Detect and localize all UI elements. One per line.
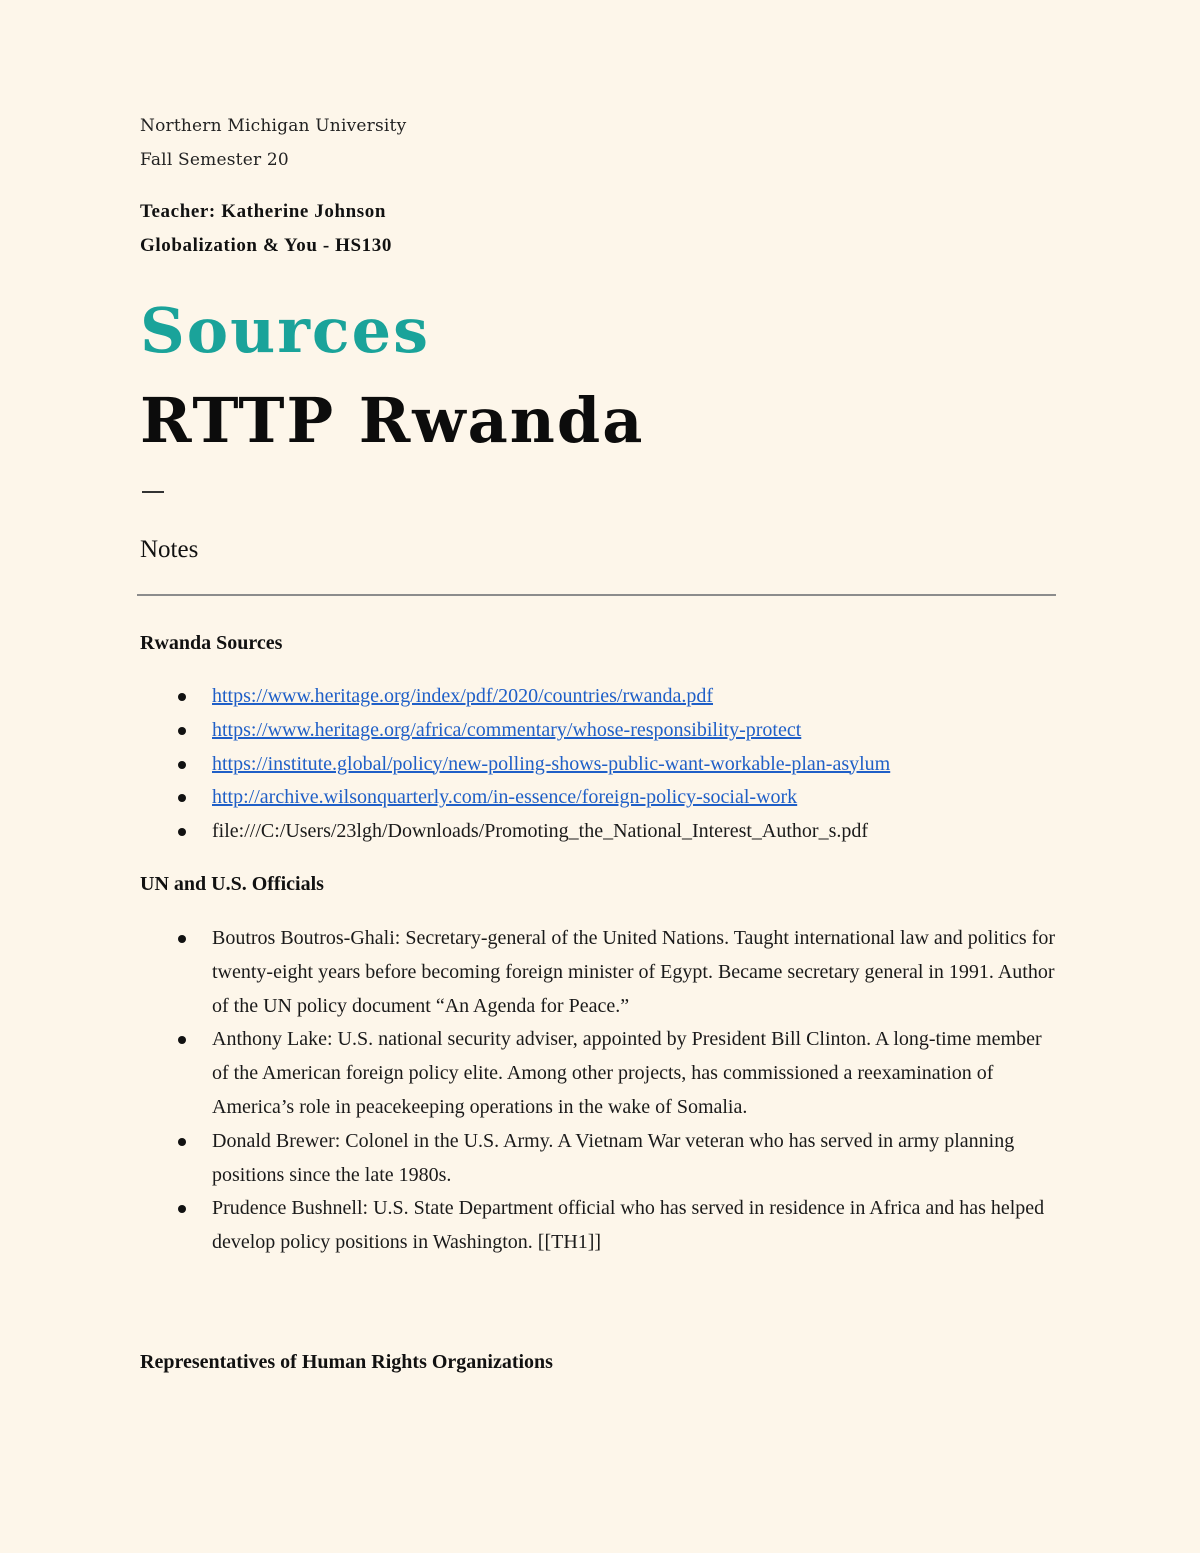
human-rights-heading: Representatives of Human Rights Organizations xyxy=(140,1351,553,1373)
official-donald-brewer: Donald Brewer: Colonel in the U.S. Army. A Vietnam War veteran who has served in army planning positions since the late 1980s. xyxy=(212,1129,1015,1186)
source-link-heritage-responsibility[interactable]: https://www.heritage.org/africa/commentary/whose-responsibility-protect xyxy=(212,718,802,741)
list-item xyxy=(140,815,1056,849)
officials-heading: UN and U.S. Officials xyxy=(140,873,324,895)
university-name: Northern Michigan University xyxy=(140,116,407,136)
list-item xyxy=(140,748,1056,782)
course-name: Globalization & You - HS130 xyxy=(140,235,392,256)
bullet-icon xyxy=(178,1205,186,1213)
official-prudence-bushnell: Prudence Bushnell: U.S. State Department official who has served in residence in Africa and has helped develop policy positions in Washington. [[TH1]] xyxy=(212,1197,1045,1254)
bullet-icon xyxy=(178,794,186,802)
list-item xyxy=(140,1023,1056,1124)
bullet-icon xyxy=(178,935,186,943)
list-item xyxy=(140,1192,1056,1260)
source-link-institute-global[interactable]: https://institute.global/policy/new-polling-shows-public-want-workable-plan-asylum xyxy=(212,752,891,775)
list-item xyxy=(140,1125,1056,1193)
bullet-icon xyxy=(178,761,186,769)
bullet-icon xyxy=(178,693,186,701)
teacher: Teacher: Katherine Johnson xyxy=(140,201,387,222)
list-item xyxy=(140,680,1056,714)
rwanda-sources-heading: Rwanda Sources xyxy=(140,632,283,654)
official-boutros-ghali: Boutros Boutros-Ghali: Secretary-general of the United Nations. Taught international law and politics for twenty-eight years before becoming foreign minister of Egypt. Became secretary general in 1991. Author of the UN policy document “An Agenda for Peace.” xyxy=(212,927,1056,1017)
officials-list xyxy=(140,922,1056,1260)
rwanda-sources-list xyxy=(140,680,1056,849)
sources-title: Sources xyxy=(140,294,430,367)
source-local-file-path: file:///C:/Users/23lgh/Downloads/Promoting_the_National_Interest_Author_s.pdf xyxy=(212,820,869,843)
bullet-icon xyxy=(178,1138,186,1146)
semester: Fall Semester 20 xyxy=(140,150,289,170)
source-link-heritage-rwanda-pdf[interactable]: https://www.heritage.org/index/pdf/2020/countries/rwanda.pdf xyxy=(212,685,714,707)
list-item xyxy=(140,781,1056,815)
notes-heading: Notes xyxy=(140,536,199,563)
list-item xyxy=(140,922,1056,1023)
page-title: RTTP Rwanda xyxy=(140,384,645,457)
bullet-icon xyxy=(178,727,186,735)
bullet-icon xyxy=(178,1036,186,1044)
source-link-wilson-quarterly[interactable]: http://archive.wilsonquarterly.com/in-essence/foreign-policy-social-work xyxy=(212,786,798,809)
list-item xyxy=(140,714,1056,748)
title-dash-divider xyxy=(142,491,164,493)
horizontal-rule xyxy=(137,594,1056,596)
bullet-icon xyxy=(178,828,186,836)
official-anthony-lake: Anthony Lake: U.S. national security adviser, appointed by President Bill Clinton. A long-time member of the American foreign policy elite. Among other projects, has commissioned a reexamination of America’s role in peacekeeping operations in the wake of Somalia. xyxy=(212,1028,1042,1118)
